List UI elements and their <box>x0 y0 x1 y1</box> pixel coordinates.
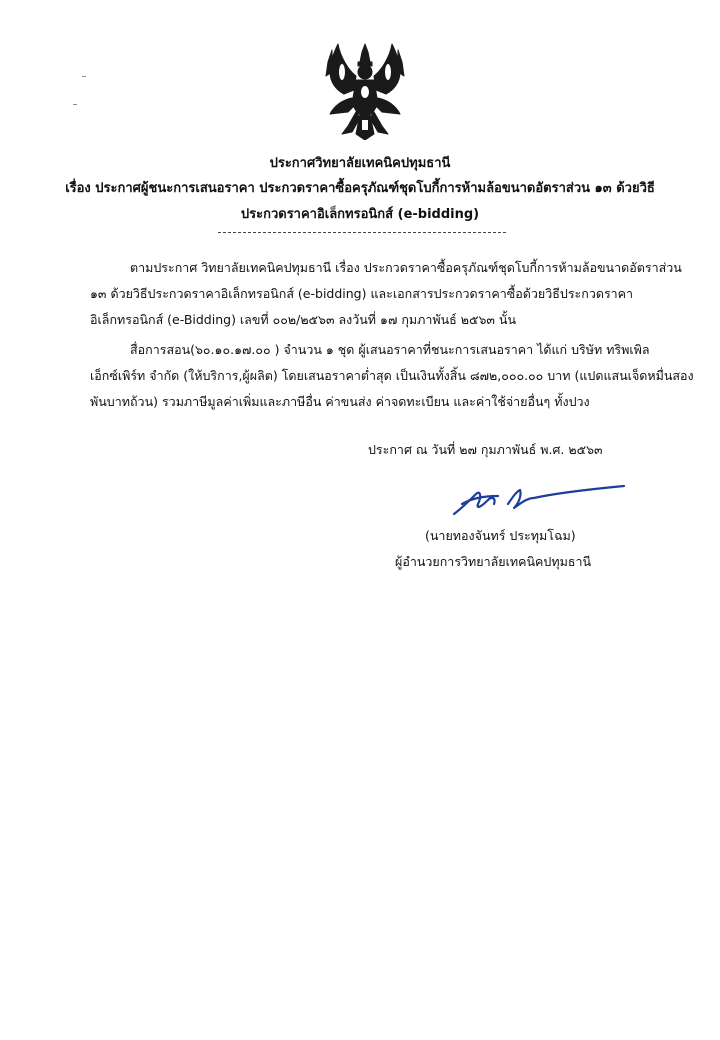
announcement-subject: เรื่อง ประกาศผู้ชนะการเสนอราคา ประกวดราคาซื้อครุภัณฑ์ชุดโบกี้การห้ามล้อขนาดอัตราส่วน ๑๓ ด้วยวิธี <box>65 181 655 196</box>
scan-mark <box>73 104 77 105</box>
body-paragraph-line: ๑๓ ด้วยวิธีประกวดราคาอิเล็กทรอนิกส์ (e-bidding) และเอกสารประกวดราคาซื้อด้วยวิธีประกวดราคา <box>90 286 634 301</box>
signature-image <box>452 478 628 518</box>
body-paragraph-line: ตามประกาศ วิทยาลัยเทคนิคปทุมธานี เรื่อง ประกวดราคาซื้อครุภัณฑ์ชุดโบกี้การห้ามล้อขนาดอัตราส่วน <box>130 260 682 275</box>
signatory-position: ผู้อำนวยการวิทยาลัยเทคนิคปทุมธานี <box>395 554 592 569</box>
signatory-name: (นายทองจันทร์ ประทุมโฉม) <box>425 528 576 543</box>
body-paragraph-line: อิเล็กทรอนิกส์ (e-Bidding) เลขที่ ๐๐๒/๒๕๖๓ ลงวันที่ ๑๗ กุมภาพันธ์ ๒๕๖๓ นั้น <box>90 312 517 327</box>
announcement-date: ประกาศ ณ วันที่ ๒๗ กุมภาพันธ์ พ.ศ. ๒๕๖๓ <box>368 442 603 457</box>
scan-mark <box>82 76 86 77</box>
body-paragraph-line: พันบาทถ้วน) รวมภาษีมูลค่าเพิ่มและภาษีอื่น ค่าขนส่ง ค่าจดทะเบียน และค่าใช้จ่ายอื่นๆ ทั้งปวง <box>90 394 590 409</box>
garuda-emblem-icon <box>318 42 412 140</box>
body-paragraph-line: เอ็กซ์เพิร์ท จำกัด (ให้บริการ,ผู้ผลิต) โดยเสนอราคาต่ำสุด เป็นเงินทั้งสิ้น ๘๗๒,๐๐๐.๐๐ บาท (แปดแสนเจ็ดหมื่นสอง <box>90 368 694 383</box>
announcement-issuer: ประกาศวิทยาลัยเทคนิคปทุมธานี <box>269 156 451 171</box>
announcement-subject-continued: ประกวดราคาอิเล็กทรอนิกส์ (e-bidding) <box>240 207 480 222</box>
header-divider <box>218 232 506 233</box>
body-paragraph-line: สื่อการสอน(๖๐.๑๐.๑๗.๐๐ ) จำนวน ๑ ชุด ผู้เสนอราคาที่ชนะการเสนอราคา ได้แก่ บริษัท ทริพเพิล <box>130 342 650 357</box>
